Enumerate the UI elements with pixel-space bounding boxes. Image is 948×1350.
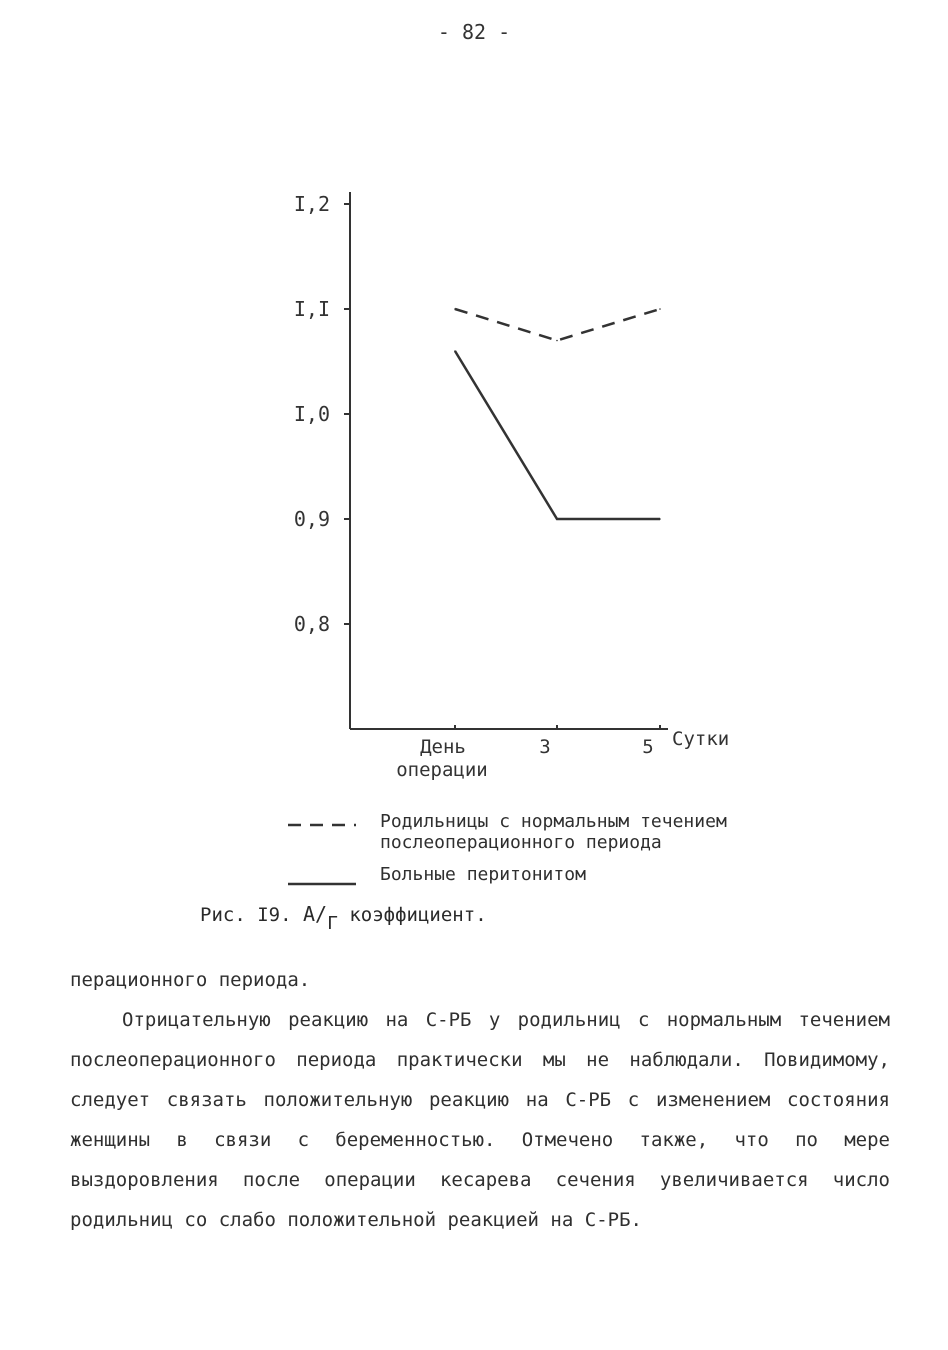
caption-suffix: коэффициент. [349, 904, 487, 926]
body-line-continuation: перационного периода. [70, 969, 311, 991]
legend-dashed-swatch [286, 815, 358, 835]
y-tick-label-0: I,2 [293, 192, 330, 216]
legend-solid-swatch [286, 874, 358, 894]
caption-prefix: Рис. I9. [200, 904, 292, 926]
x-tick-label-1: 3 [539, 736, 551, 758]
series-0-point-0 [454, 308, 456, 310]
legend-label-normal: Родильницы с нормальным течением послеоперационного периода [380, 811, 727, 853]
y-tick-label-3: 0,9 [293, 507, 330, 531]
body-text [70, 960, 890, 1240]
legend-label-peritonitis: Больные перитонитом [380, 864, 586, 885]
series-line-normal [455, 309, 660, 341]
page-number: - 82 - [437, 20, 511, 44]
y-tick-label-2: I,0 [293, 402, 330, 426]
caption-fraction-sub: Г [327, 913, 338, 934]
series-0-point-1 [556, 340, 558, 342]
x-tick-label-2: 5 [642, 736, 654, 758]
series-1-point-2 [659, 518, 661, 520]
x-axis-label: Сутки [672, 728, 730, 750]
series-1-point-1 [556, 518, 558, 520]
y-tick-label-1: I,I [293, 297, 330, 321]
x-tick-label-0: День [420, 736, 466, 758]
y-tick-label-4: 0,8 [293, 612, 330, 636]
body-paragraph: Отрицательную реакцию на С-РБ у родильниц с нормальным течением послеоперационного периода практически мы не наблюдали. Повидимому, следует связать положительную реакцию на С-РБ с изменением состояния женщины в связи с беременностью. Отмечено также, что по мере выздоровления после операции кесарева сечения увеличивается число родильниц со слабо положительной реакцией на С-РБ. [70, 1009, 890, 1231]
caption-fraction: А/ [302, 902, 328, 926]
series-line-peritonitis [455, 351, 660, 519]
x-tick-label-0-line2: операции [396, 759, 488, 781]
series-1-point-0 [454, 350, 456, 352]
series-0-point-2 [659, 308, 661, 310]
figure-caption [200, 902, 487, 934]
